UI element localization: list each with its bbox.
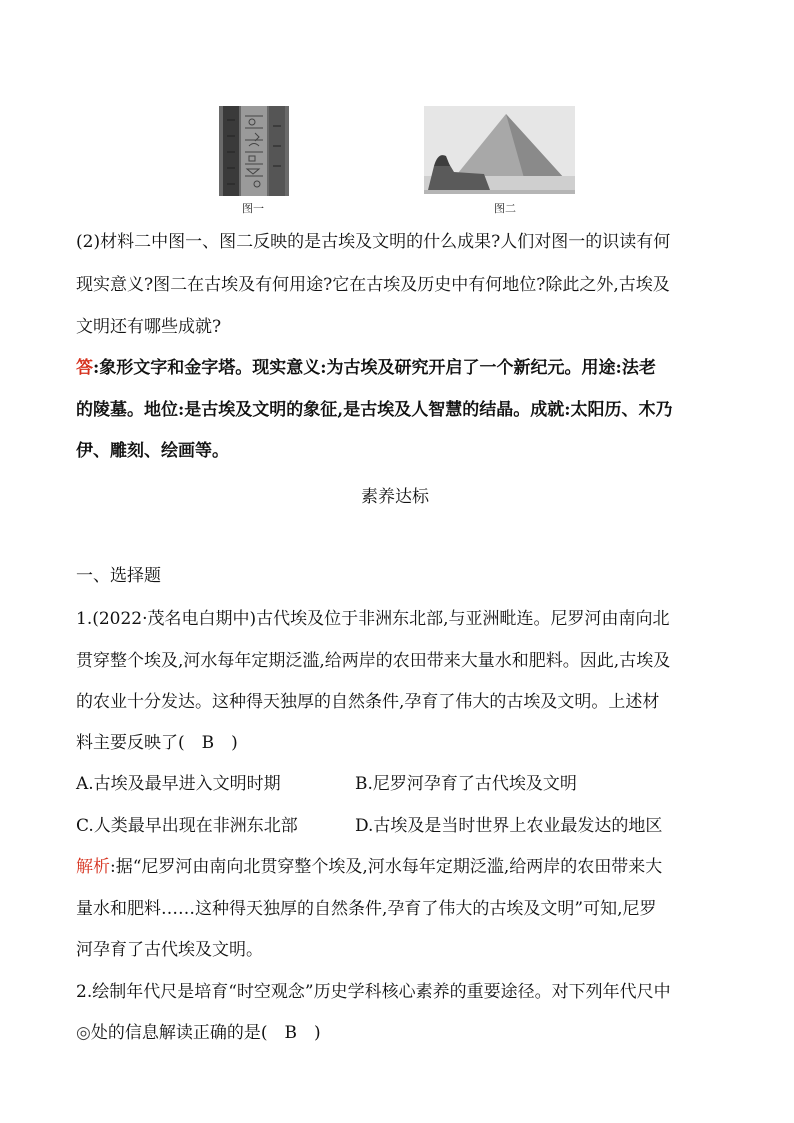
option-c: C.人类最早出现在非洲东北部 [76,816,298,836]
question-2-line: 2.绘制年代尺是培育“时空观念”历史学科核心素养的重要途径。对下列年代尺中 [76,982,671,1002]
analysis-line: 河孕育了古代埃及文明。 [76,940,263,960]
question-2-text: 处的信息解读正确的是( B ) [90,1023,321,1043]
pyramid-sphinx-image [424,106,575,194]
answer-line: 伊、雕刻、绘画等。 [76,441,229,461]
question-1-line: 贯穿整个埃及,河水每年定期泛滥,给两岸的农田带来大量水和肥料。因此,古埃及 [76,651,671,671]
answer-label: 答 [76,358,93,378]
question-1-line: 1.(2022·茂名电白期中)古代埃及位于非洲东北部,与亚洲毗连。尼罗河由南向北 [76,609,670,629]
section-title: 素养达标 [361,487,429,507]
analysis-label: 解析 [76,857,110,877]
answer-colon: : [93,358,100,378]
question-text-line: 文明还有哪些成就? [76,317,222,337]
answer-line [76,357,726,379]
question-text-line: (2)材料二中图一、图二反映的是古埃及文明的什么成果?人们对图一的识读有何 [76,232,671,252]
question-1-line: 料主要反映了( B ) [76,733,238,753]
question-2-line [76,1022,726,1044]
question-1-line: 的农业十分发达。这种得天独厚的自然条件,孕育了伟大的古埃及文明。上述材 [76,692,660,712]
circled-marker-icon: ◎ [76,1023,91,1043]
option-d: D.古埃及是当时世界上农业最发达的地区 [355,816,663,836]
figure-1-caption: 图一 [242,202,264,215]
analysis-line [76,856,726,878]
analysis-text: :据“尼罗河由南向北贯穿整个埃及,河水每年定期泛滥,给两岸的农田带来大 [110,857,663,877]
section-heading: 一、选择题 [76,566,161,586]
figure-2-caption: 图二 [494,202,516,215]
answer-line: 的陵墓。地位:是古埃及文明的象征,是古埃及人智慧的结晶。成就:太阳历、木乃 [76,400,673,420]
analysis-line: 量水和肥料……这种得天独厚的自然条件,孕育了伟大的古埃及文明”可知,尼罗 [76,899,657,919]
hieroglyph-pillar-image [219,106,289,196]
option-a: A.古埃及最早进入文明时期 [76,774,281,794]
option-b: B.尼罗河孕育了古代埃及文明 [355,774,577,794]
question-text-line: 现实意义?图二在古埃及有何用途?它在古埃及历史中有何地位?除此之外,古埃及 [76,275,670,295]
answer-text: 象形文字和金字塔。现实意义:为古埃及研究开启了一个新纪元。用途:法老 [99,358,656,378]
